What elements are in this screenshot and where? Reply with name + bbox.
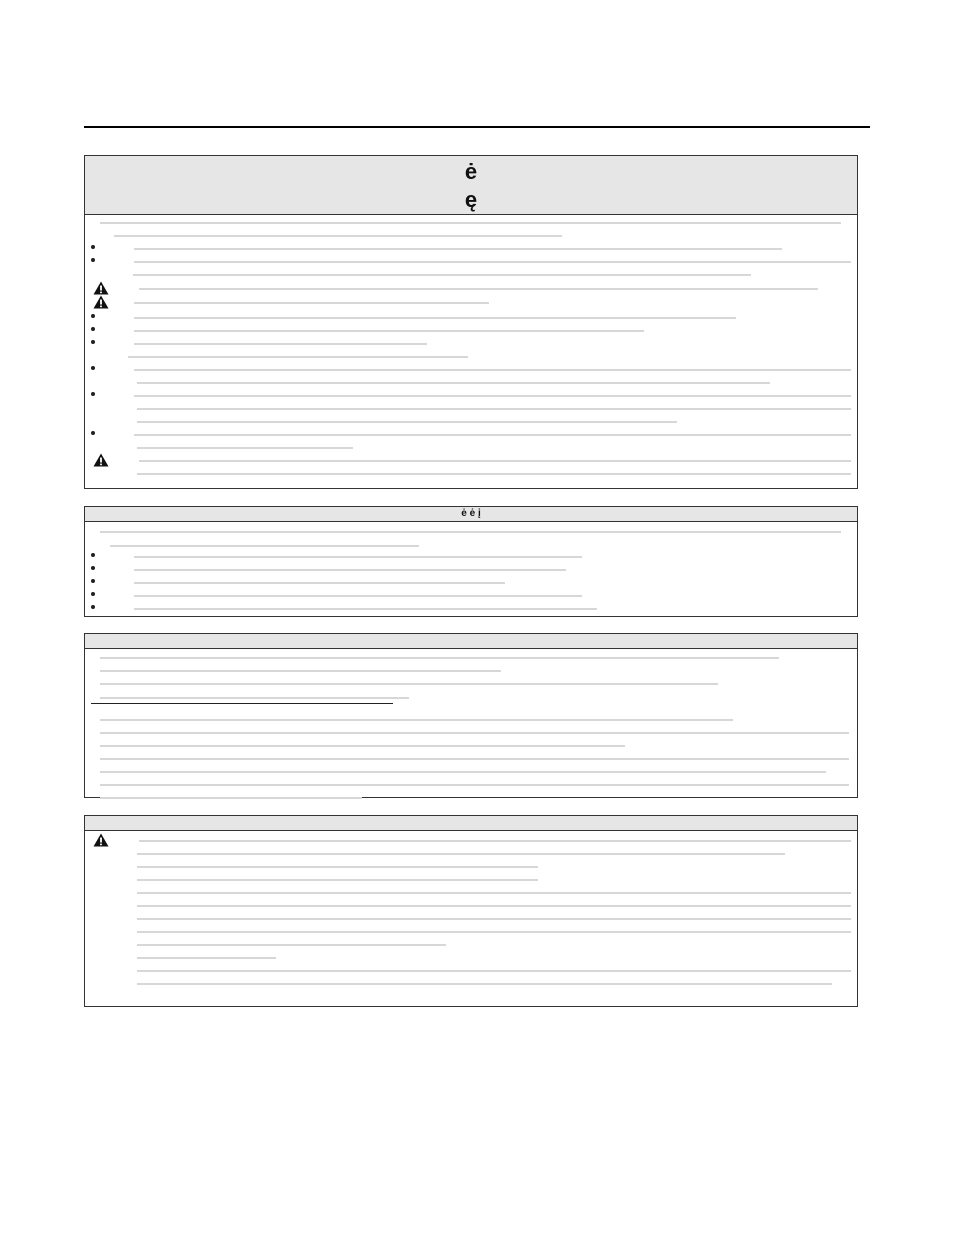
- list-item: [85, 590, 857, 602]
- list-item: [85, 338, 857, 350]
- text-line: [137, 447, 353, 449]
- text-line: [134, 302, 489, 304]
- text-line: [100, 745, 625, 747]
- paragraph-line: [85, 874, 857, 886]
- paragraph-line: [85, 952, 857, 964]
- text-line: [137, 905, 851, 907]
- list-item: [85, 551, 857, 563]
- bullet-icon: [91, 258, 95, 262]
- warning-section: [84, 815, 858, 1007]
- paragraph-line: [85, 991, 857, 1003]
- paragraph-line: [85, 678, 857, 690]
- text-line: [137, 970, 851, 972]
- header-rule: [84, 126, 870, 128]
- warning-paragraph: [85, 297, 857, 309]
- text-line: [137, 957, 276, 959]
- text-line: [137, 983, 832, 985]
- text-line: [137, 892, 851, 894]
- section-title: [85, 816, 857, 831]
- text-line: [139, 288, 818, 290]
- section-title-line-1: ė: [464, 159, 478, 184]
- bullet-icon: [91, 392, 95, 396]
- warning-triangle-icon: [93, 453, 109, 467]
- bullet-icon: [91, 327, 95, 331]
- text-line: [139, 460, 851, 462]
- text-line: [134, 582, 505, 584]
- list-item: [85, 429, 857, 441]
- bullet-icon: [91, 340, 95, 344]
- section-title: [85, 634, 857, 649]
- text-line: [134, 608, 597, 610]
- bullet-icon: [91, 314, 95, 318]
- text-line: [100, 732, 849, 734]
- text-line: [100, 670, 501, 672]
- text-line: [137, 853, 785, 855]
- paragraph-line: [85, 900, 857, 912]
- bullet-icon: [91, 566, 95, 570]
- paragraph-line: [85, 978, 857, 990]
- list-item: [85, 312, 857, 324]
- paragraph-line: [85, 230, 857, 242]
- text-line: [134, 248, 782, 250]
- paragraph-line: [85, 887, 857, 899]
- text-line: [134, 343, 427, 345]
- text-line: [100, 797, 362, 799]
- text-line: [134, 395, 851, 397]
- paragraph-line: [85, 965, 857, 977]
- text-line: [134, 330, 644, 332]
- instructions-section: [84, 633, 858, 798]
- text-line: [100, 531, 841, 533]
- paragraph-line: [85, 913, 857, 925]
- list-item: [85, 390, 857, 402]
- bullet-icon: [91, 553, 95, 557]
- text-line: [134, 569, 566, 571]
- section-title-line-2: ę: [464, 187, 478, 212]
- text-line: [137, 931, 851, 933]
- text-line: [137, 944, 446, 946]
- bullet-icon: [91, 605, 95, 609]
- bullet-icon: [91, 431, 95, 435]
- text-line: [137, 866, 538, 868]
- list-item: [85, 256, 857, 268]
- text-line: [134, 434, 851, 436]
- paragraph-line: [85, 766, 857, 778]
- text-line: [128, 356, 468, 358]
- paragraph-line: [85, 939, 857, 951]
- warning-triangle-icon: [93, 281, 109, 295]
- text-line: [100, 784, 849, 786]
- list-item: [85, 243, 857, 255]
- paragraph-line: [85, 753, 857, 765]
- paragraph-line: [85, 926, 857, 938]
- paragraph-line: [85, 351, 857, 363]
- text-line: [100, 771, 826, 773]
- text-line: [134, 556, 582, 558]
- bullet-icon: [91, 579, 95, 583]
- paragraph-line: [85, 377, 857, 389]
- bullet-icon: [91, 592, 95, 596]
- paragraph-line: [85, 217, 857, 229]
- text-line: [133, 274, 751, 276]
- paragraph-line: [85, 740, 857, 752]
- paragraph-line: [85, 792, 857, 804]
- text-line: [134, 595, 582, 597]
- paragraph-line: [85, 779, 857, 791]
- checklist-section: [84, 506, 858, 617]
- bullet-icon: [91, 245, 95, 249]
- text-line: [139, 840, 851, 842]
- text-line: [100, 758, 849, 760]
- text-line: [137, 421, 677, 423]
- paragraph-line: [85, 416, 857, 428]
- warning-paragraph: [85, 455, 857, 467]
- text-line: [134, 317, 736, 319]
- paragraph-line: [85, 861, 857, 873]
- underline-rule: [91, 703, 393, 704]
- text-line: [100, 222, 841, 224]
- list-item: [85, 325, 857, 337]
- paragraph-line: [85, 727, 857, 739]
- safety-section: [84, 155, 858, 489]
- text-line: [137, 473, 851, 475]
- paragraph-line: [85, 442, 857, 454]
- text-line: [100, 719, 733, 721]
- text-line: [137, 918, 851, 920]
- text-line: [137, 408, 851, 410]
- text-line: [100, 697, 409, 699]
- paragraph-line: [85, 714, 857, 726]
- warning-paragraph: [85, 835, 857, 847]
- warning-triangle-icon: [93, 295, 109, 309]
- paragraph-line: [85, 652, 857, 664]
- text-line: [100, 683, 718, 685]
- bullet-icon: [91, 366, 95, 370]
- list-item: [85, 603, 857, 615]
- paragraph-line: [85, 526, 857, 538]
- list-item: [85, 564, 857, 576]
- paragraph-line: [85, 665, 857, 677]
- section-title: ė ė į: [85, 507, 857, 522]
- text-line: [134, 369, 851, 371]
- text-line: [100, 657, 779, 659]
- paragraph-line: [85, 848, 857, 860]
- text-line: [137, 879, 538, 881]
- warning-paragraph: [85, 283, 857, 295]
- paragraph-line: [85, 403, 857, 415]
- text-line: [110, 545, 419, 547]
- paragraph-line: [85, 269, 857, 281]
- section-title: [85, 156, 857, 215]
- text-line: [137, 382, 770, 384]
- text-line: [114, 235, 562, 237]
- paragraph-line: [85, 468, 857, 480]
- text-line: [134, 261, 851, 263]
- list-item: [85, 364, 857, 376]
- list-item: [85, 577, 857, 589]
- warning-triangle-icon: [93, 833, 109, 847]
